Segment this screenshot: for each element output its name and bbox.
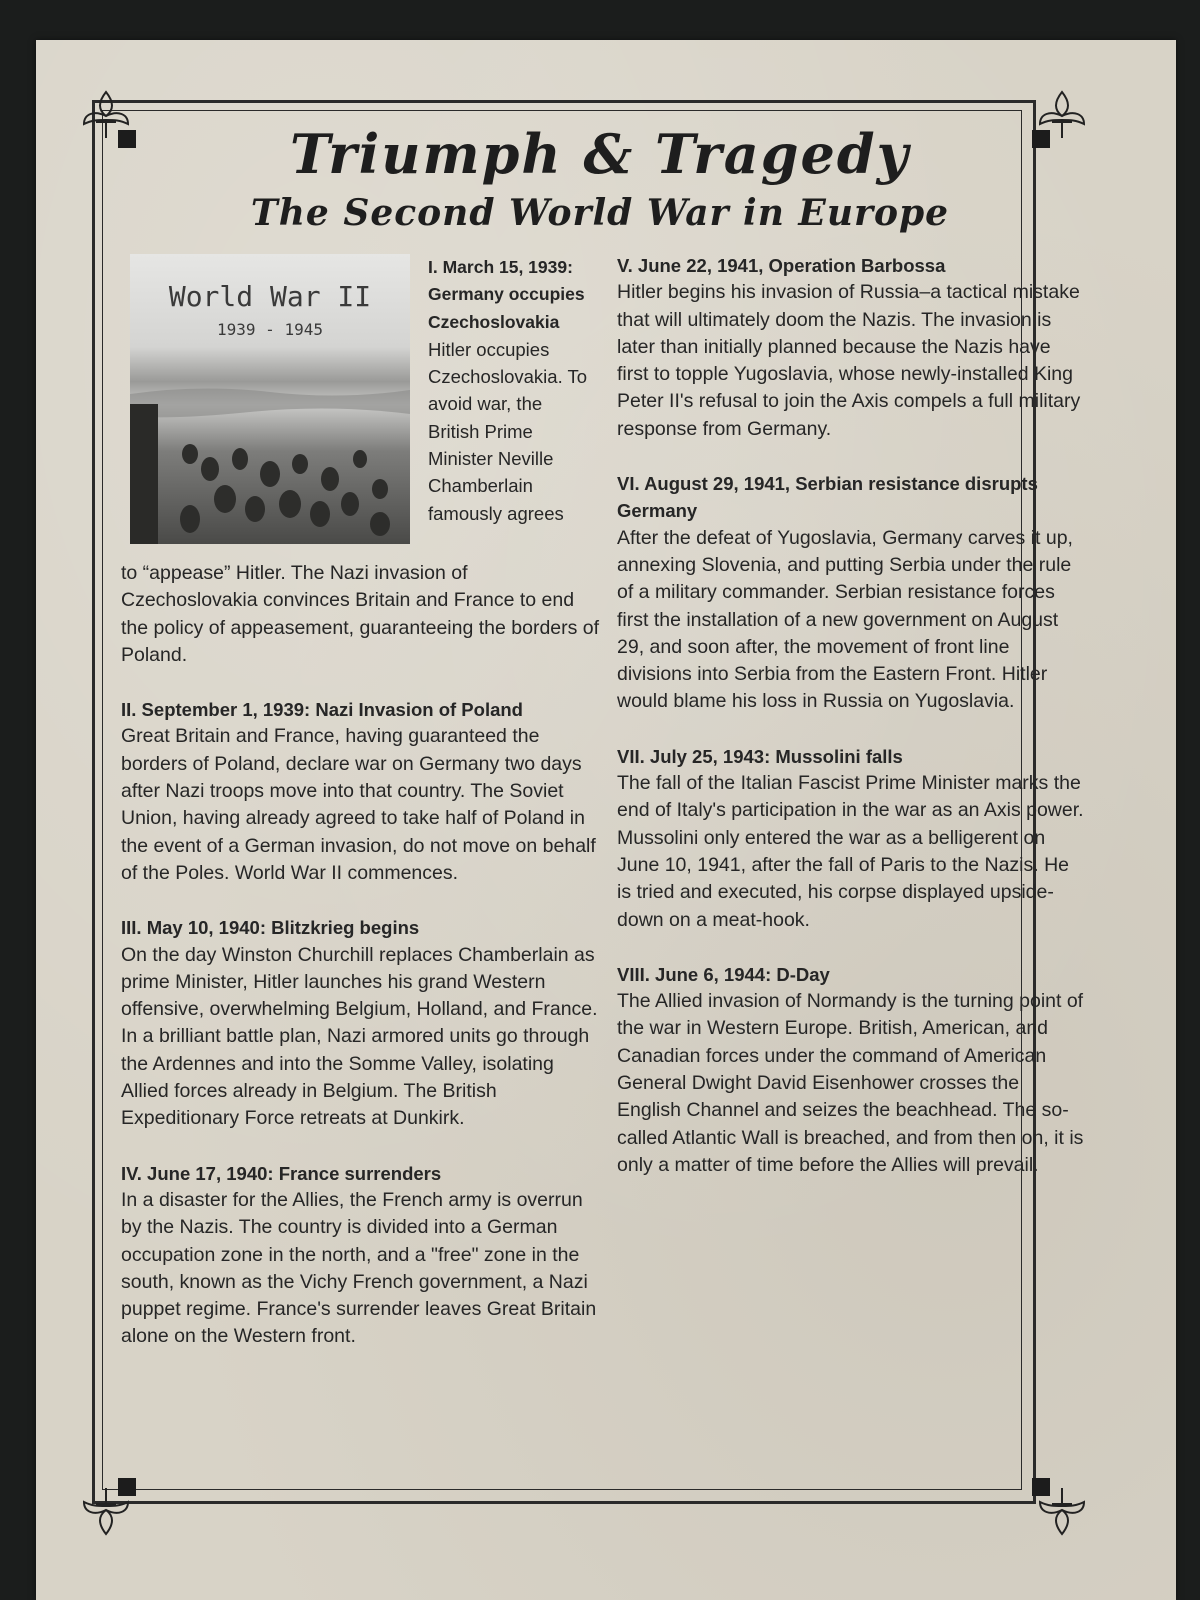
- section-heading: II. September 1, 1939: Nazi Invasion of Poland: [121, 699, 523, 721]
- section-body: Hitler occupies Czechoslovakia. To avoid war, the British Prime Minister Neville Chamberlain famously agrees: [428, 338, 588, 524]
- section-5: [617, 252, 1087, 443]
- section-7: [617, 743, 1087, 934]
- section-body: On the day Winston Churchill replaces Chamberlain as prime Minister, Hitler launches his grand Western offensive, overwhelming Belgium, Holland, and France. In a brilliant battle plan, Nazi armored units go through the Ardennes and into the Somme Valley, isolating Allied forces already in Belgium. The British Expeditionary Force retreats at Dunkirk.: [121, 943, 598, 1130]
- section-body: The fall of the Italian Fascist Prime Minister marks the end of Italy's participation in the war as an Axis power. Mussolini only entered the war as a belligerent on June 10, 1941, after the fall of Paris to the Nazis. He is tried and executed, his corpse displayed upside-down on a meat-hook.: [617, 772, 1084, 931]
- section-heading: VI. August 29, 1941, Serbian resistance disrupts Germany: [617, 473, 1038, 522]
- photo-caption-title: World War II: [168, 280, 372, 313]
- section-3: [121, 914, 601, 1132]
- section-heading: V. June 22, 1941, Operation Barbossa: [617, 255, 946, 276]
- right-column: [617, 252, 1087, 1206]
- fleur-de-lis-corner-icon: [1030, 1476, 1094, 1540]
- section-6: [617, 470, 1087, 716]
- section-1-narrow: [428, 254, 598, 527]
- section-heading: IV. June 17, 1940: France surrenders: [121, 1162, 442, 1184]
- section-1-continued: [121, 560, 601, 669]
- section-body: The Allied invasion of Normandy is the turning point of the war in Western Europe. British, American, and Canadian forces under the command of American General Dwight David Eisenhower crosses the English Channel and seizes the beachhead. The so-called Atlantic Wall is breached, and from then on, it is only a matter of time before the Allies will prevail.: [617, 990, 1084, 1176]
- section-heading: I. March 15, 1939:: [428, 257, 573, 277]
- section-heading: III. May 10, 1940: Blitzkrieg begins: [121, 917, 420, 939]
- section-heading: Czechoslovakia: [428, 311, 560, 332]
- section-body: Hitler begins his invasion of Russia–a tactical mistake that will ultimately doom the Nazis. The invasion is later than initially planned because the Nazis have first to topple Yugoslavia, whose newly-installed King Peter II's refusal to join the Axis compels a full military response from Germany.: [617, 281, 1081, 440]
- section-2: [121, 696, 601, 887]
- section-heading: VII. July 25, 1943: Mussolini falls: [617, 745, 903, 767]
- fleur-de-lis-corner-icon: [74, 1476, 138, 1540]
- photo-caption-years: 1939 - 1945: [217, 320, 323, 339]
- wwii-landing-photo: [130, 254, 410, 544]
- section-body: After the defeat of Yugoslavia, Germany carves it up, annexing Slovenia, and putting Serbia under the rule of a military commander. Serbian resistance forces first the installation of a new government on August 29, and soon after, the movement of front line divisions into Serbia from the Eastern Front. Hitler would blame his loss in Russia on Yugoslavia.: [617, 526, 1073, 713]
- page-title: Triumph & Tragedy: [290, 122, 910, 186]
- section-body: to “appease” Hitler. The Nazi invasion of Czechoslovakia convinces Britain and France to end the policy of appeasement, guaranteeing the borders of Poland.: [121, 562, 600, 666]
- section-8: [617, 961, 1087, 1179]
- section-body: In a disaster for the Allies, the French army is overrun by the Nazis. The country is divided into a German occupation zone in the north, and a "free" zone in the south, known as the Vichy French government, a Nazi puppet regime. France's surrender leaves Great Britain alone on the Western front.: [121, 1188, 597, 1348]
- page-subtitle: The Second World War in Europe: [250, 192, 950, 234]
- section-heading: VIII. June 6, 1944: D-Day: [617, 963, 830, 985]
- section-body: Great Britain and France, having guaranteed the borders of Poland, declare war on Germany two days after Nazi troops move into that country. The Soviet Union, having already agreed to take half of Poland in the event of a German invasion, do not move on behalf of the Poles. World War II commences.: [121, 725, 596, 884]
- section-heading: Germany occupies: [428, 284, 585, 305]
- section-4: [121, 1160, 601, 1351]
- left-column: [121, 560, 601, 1378]
